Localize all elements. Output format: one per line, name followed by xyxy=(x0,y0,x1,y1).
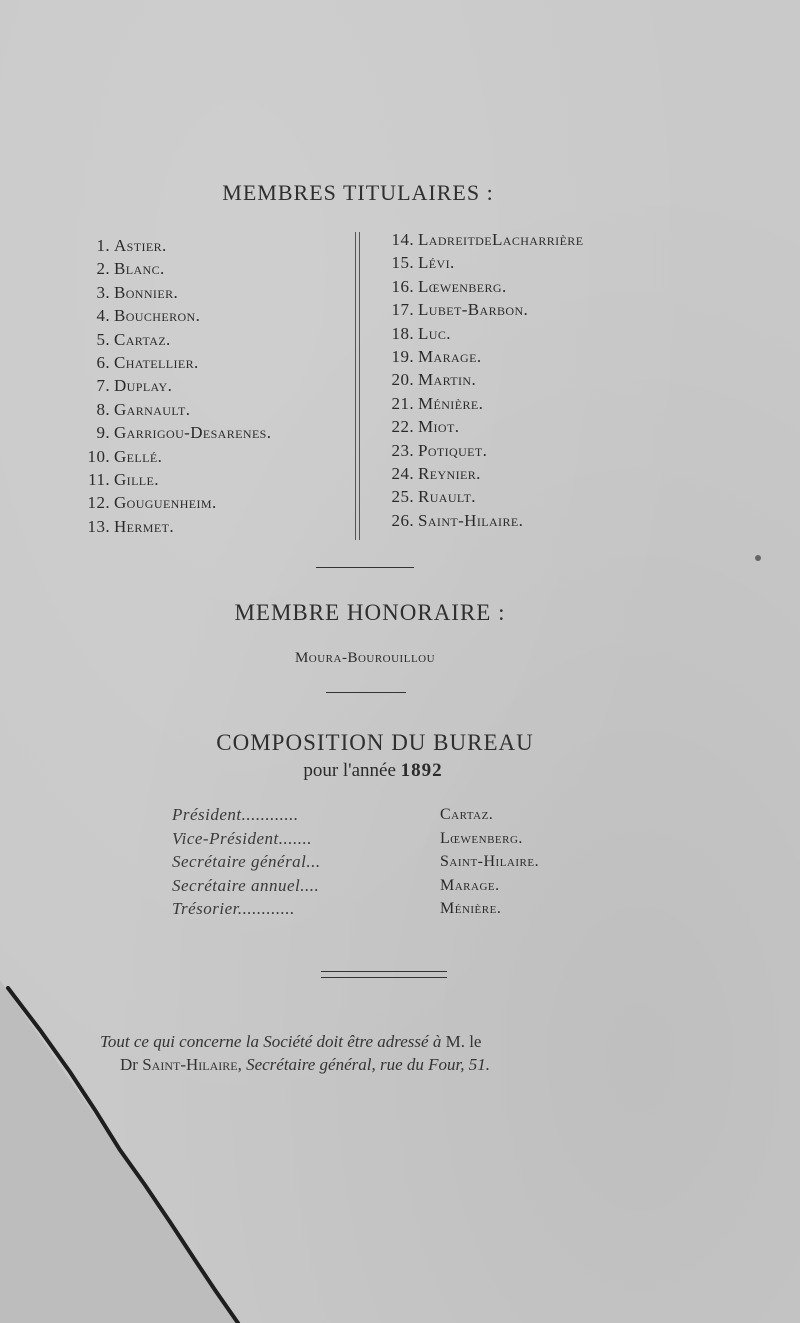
member-name: Bonnier. xyxy=(114,282,179,302)
member-item: 12. Gouguenheim. xyxy=(87,493,217,513)
column-divider xyxy=(355,232,360,540)
member-item: 4. Boucheron. xyxy=(96,306,201,326)
member-name: Ruault. xyxy=(418,487,476,507)
member-item: 1. Astier. xyxy=(96,236,167,255)
member-name: Gille. xyxy=(114,469,159,489)
bureau-row xyxy=(172,850,642,874)
role-label: Secrétaire annuel.... xyxy=(172,875,320,895)
member-item: 22. Miot. xyxy=(391,417,460,437)
member-item: 3. Bonnier. xyxy=(96,282,179,302)
bureau-row xyxy=(172,827,642,851)
member-item: 8. Garnault. xyxy=(96,399,191,419)
bureau-row xyxy=(172,897,642,921)
ink-speck xyxy=(755,555,761,561)
member-item: 14. LadreitdeLacharrière xyxy=(391,230,584,249)
member-name: Reynier. xyxy=(418,463,481,483)
section-divider xyxy=(316,567,414,568)
member-name: Gellé. xyxy=(114,446,163,466)
footer-line-2: Dr Saint-Hilaire, Secrétaire général, rue du Four, 51. xyxy=(120,1055,491,1074)
role-label: Trésorier............ xyxy=(172,899,295,918)
member-name: Lévi. xyxy=(418,253,455,273)
member-name: Marage. xyxy=(418,346,482,366)
member-name: Luc. xyxy=(418,323,451,343)
year-prefix: pour l'année xyxy=(303,760,396,781)
officer-name: Saint-Hilaire. xyxy=(440,853,540,870)
bureau-row xyxy=(172,874,642,898)
member-name: Lubet-Barbon. xyxy=(418,300,529,320)
officer-name: Ménière. xyxy=(440,900,502,917)
titulaires-left-column xyxy=(84,234,271,538)
membres-titulaires-heading: MEMBRES TITULAIRES : xyxy=(222,180,494,205)
bureau-heading: COMPOSITION DU BUREAU xyxy=(216,730,534,755)
bureau-table xyxy=(172,803,642,921)
footer-line-1: Tout ce qui concerne la Société doit être adressé à M. le xyxy=(100,1032,482,1051)
section-divider xyxy=(326,692,406,693)
member-name: LadreitdeLacharrière xyxy=(418,230,584,249)
bureau-year: 1892 xyxy=(400,760,443,781)
role-label: Président............ xyxy=(172,805,299,824)
officer-name: Cartaz. xyxy=(440,806,494,823)
member-name: Miot. xyxy=(418,417,460,437)
page-fold-shadow xyxy=(0,960,240,1323)
torn-page-edge xyxy=(0,960,260,1323)
bureau-row xyxy=(172,803,642,827)
member-item: 10. Gellé. xyxy=(87,446,163,466)
member-item: 24. Reynier. xyxy=(391,463,481,483)
member-name: Potiquet. xyxy=(418,440,488,460)
honorary-member-name: Moura-Bourouillou xyxy=(294,650,436,666)
member-name: Ménière. xyxy=(418,393,484,413)
member-item: 25. Ruault. xyxy=(391,487,476,507)
member-item: 2. Blanc. xyxy=(96,259,165,279)
member-name: Hermet. xyxy=(114,516,174,536)
member-item: 21. Ménière. xyxy=(391,393,484,413)
member-name: Saint-Hilaire. xyxy=(418,510,524,530)
role-label: Vice-Président....... xyxy=(172,828,313,848)
member-item: 26. Saint-Hilaire. xyxy=(391,510,524,530)
member-name: Lœwenberg. xyxy=(418,276,507,296)
member-item: 23. Potiquet. xyxy=(391,440,488,460)
member-item: 17. Lubet-Barbon. xyxy=(391,300,529,320)
member-item: 6. Chatellier. xyxy=(96,352,199,372)
member-name: Chatellier. xyxy=(114,352,199,372)
member-item: 13. Hermet. xyxy=(87,516,174,536)
member-item: 11. Gille. xyxy=(88,469,159,489)
member-name: Boucheron. xyxy=(114,306,201,326)
officer-name: Marage. xyxy=(440,876,500,894)
member-name: Gouguenheim. xyxy=(114,493,217,513)
member-item: 19. Marage. xyxy=(391,346,482,366)
double-rule-bottom xyxy=(321,977,447,978)
member-name: Martin. xyxy=(418,370,477,390)
member-name: Astier. xyxy=(114,236,167,255)
member-name: Garrigou-Desarenes. xyxy=(114,423,272,443)
bureau-year-line xyxy=(0,760,773,782)
member-name: Cartaz. xyxy=(114,329,171,349)
member-item: 18. Luc. xyxy=(391,323,451,343)
member-name: Duplay. xyxy=(114,376,173,396)
member-item: 9. Garrigou-Desarenes. xyxy=(96,423,272,443)
role-label: Secrétaire général... xyxy=(172,852,321,871)
titulaires-right-column xyxy=(384,228,583,532)
officer-name: Lœwenberg. xyxy=(440,829,523,847)
member-item: 7. Duplay. xyxy=(96,376,173,396)
member-item: 15. Lévi. xyxy=(391,253,455,273)
double-rule-top xyxy=(321,971,447,972)
member-name: Blanc. xyxy=(114,259,165,279)
member-name: Garnault. xyxy=(114,399,191,419)
member-item: 20. Martin. xyxy=(391,370,477,390)
member-item: 5. Cartaz. xyxy=(96,329,171,349)
member-item: 16. Lœwenberg. xyxy=(391,276,507,296)
membre-honoraire-heading: MEMBRE HONORAIRE : xyxy=(234,600,506,625)
